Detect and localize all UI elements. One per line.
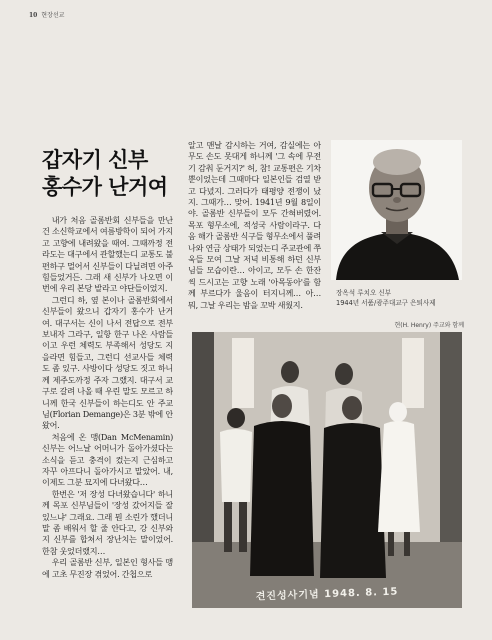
page-number: 10 <box>29 12 38 19</box>
portrait-caption-desc: 1944년 서품/광주대교구 은퇴사제 <box>336 299 436 307</box>
photo-inscription: 견진성사기념 1948. 8. 15 <box>255 586 399 603</box>
section-name: 현장선교 <box>41 12 65 19</box>
paragraph: 한번은 '저 장성 다녀왔습니다' 하니께 목포 신부님들이 '장성 갔어지들 잘 있느냐' 그래요. 그래 뭔 소린가 했더니 말 좀 배워서 할 줄 안다고, 강 신부와 지 신부를 합쳐서 장난치는 말이었어. 한참 웃었더랬지… <box>42 488 173 556</box>
group-photo-image <box>192 332 462 608</box>
article-column-2 <box>188 140 321 328</box>
article-title-line-2: 홍수가 난거여 <box>42 175 168 199</box>
portrait-caption-name: 장옥석 루치오 신부 <box>336 289 392 297</box>
portrait-photo <box>331 140 462 280</box>
paragraph: 처음에 온 맹(Dan McMenamin) 신부는 어느날 어머니가 돌아가셨다는 소식을 듣고 충격이 컸는지 근심하고 자꾸 아프다니 돌아가시고 말았어. 내, 이제도 그분 묘지에 다녀왔다… <box>42 431 173 488</box>
priest-portrait-image <box>331 140 462 280</box>
paragraph: 그런디 하, 옆 본이나 골롬반회에서 신부들이 왔으니 갑자기 홍수가 난거여. 대구서는 신이 나서 전답으로 전부 보내자 그라구, 일항 한구 나온 사람들이고 우런 체력도 부족해서 성당도 지을라면 힘들고, 그런디 선교사들 체력도 좀 있구. 사방이다 성당도 짓고 하니께 제주도까정 주자 그랬지. 대구서 교구로 갈려 나올 때 우린 말도 모르고 하니께 한국 신부들이 하는디도 안 주교님(Florian Demange)은 3분 밖에 안 왔어. <box>42 294 173 431</box>
article-title-line-1: 갑자기 신부 <box>42 148 148 172</box>
article-title <box>42 147 192 201</box>
article-column-1 <box>42 215 173 615</box>
paragraph: 내가 처음 골롬반회 신부들을 만난 건 소신학교에서 여름방학이 되어 가지고 고향에 내려왔을 때여. 그때까정 전라도는 대구에서 관할했는디 교통도 불편하구 멀어서 신부들이 다닐려면 아주 힘들었거든. 그래 새 신부가 나오면 이번에 우리 본당 발라고 야단들이었지. <box>42 215 173 294</box>
portrait-caption <box>336 288 466 308</box>
group-photo <box>192 332 462 608</box>
paragraph: 알고 맨날 감시하는 거여, 감실에는 아무도 손도 못대게 하니께 '그 속에 무전기 감춰 둔거지?' 허, 참! 교통편은 기차뿐이었는데 그때마다 일본인들 검열 받고 다녔지. 그러다가 태평양 전쟁이 났지. 그때가… 맞어. 1941년 9월 8일이야. 골롬반 신부들이 모두 간혀버렸어. 목포 형무소에, 적성국 사람이라구. 다음 해가 골롬반 식구들 형무소에서 풀려나와 연금 상태가 되었는디 주교관에 쭈욱들 모여 그날 저녁 비통해 하던 신부님들 모습이란… 아이고, 모두 손 한잔씩 드시고는 고향 노래 '아목동아'를 함께 부르다가 울음이 터지니께… 아… 뭐, 그날 우리는 밤을 꼬박 새웠지. <box>188 140 321 310</box>
paragraph: 우리 골롬반 신부, 일본인 형사들 맹에 고초 무진장 겪었어. 간첩으로 <box>42 557 173 579</box>
group-photo-caption: 현(H. Henry) 주교와 함께 <box>394 322 464 329</box>
page-header <box>29 10 64 19</box>
